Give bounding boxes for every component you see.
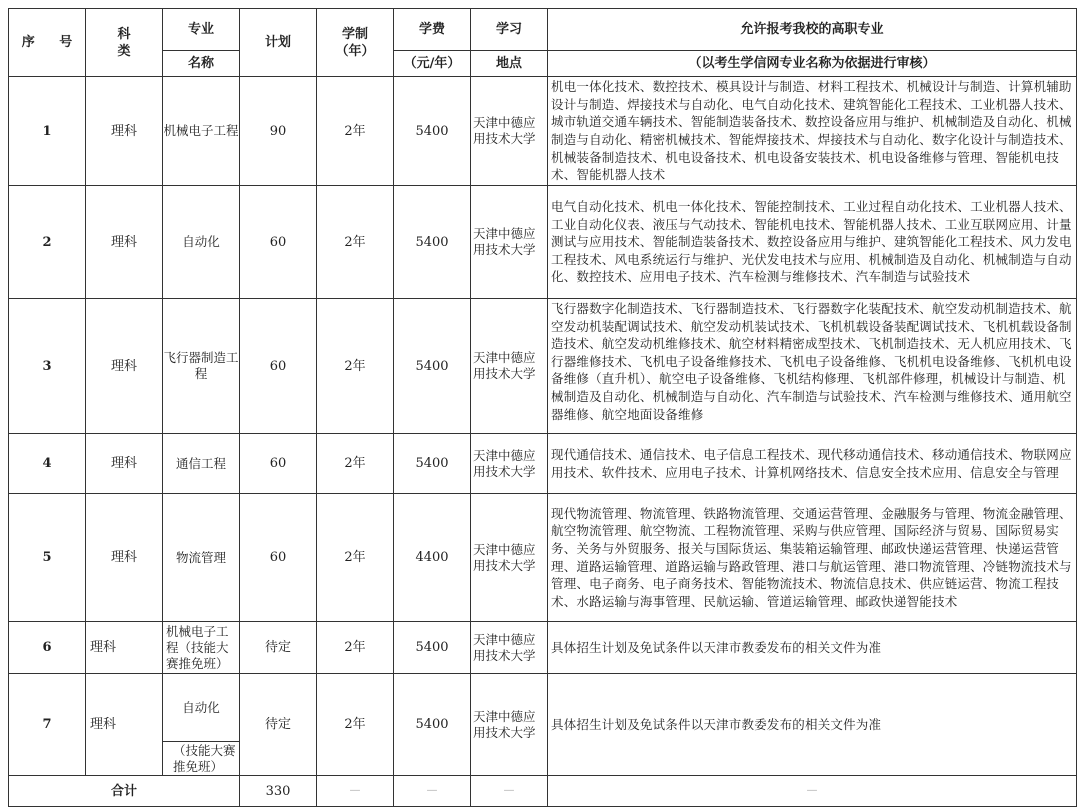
cell-location: 天津中德应用技术大学	[471, 622, 548, 674]
cell-seq: 5	[9, 494, 86, 622]
admission-table	[8, 8, 1077, 807]
cell-tuition: 5400	[394, 674, 471, 776]
total-plan: 330	[240, 776, 317, 807]
cell-seq: 7	[9, 674, 86, 776]
cell-allowed-majors: 现代物流管理、物流管理、铁路物流管理、交通运营管理、金融服务与管理、物流金融管理、航空物流管理、航空物流、工程物流管理、采购与供应管理、国际经济与贸易、国际贸易实务、关务与外贸服务、报关与国际货运、集装箱运输管理、邮政快递运营管理、快递运营管理、道路运输管理、道路运输与路政管理、港口与航运管理、港口物流管理、冷链物流技术与管理、电子商务、电子商务技术、智能物流技术、物流信息技术、供应链运营、物流工程技术、水路运输与海事管理、民航运输、管道运输管理、邮政快递智能技术	[548, 494, 1077, 622]
header-duration	[317, 9, 394, 77]
cell-duration: 2年	[317, 674, 394, 776]
total-location: －	[471, 776, 548, 807]
cell-location: 天津中德应用技术大学	[471, 674, 548, 776]
cell-category: 理科	[86, 77, 163, 186]
cell-seq: 6	[9, 622, 86, 674]
cell-allowed-majors: 现代通信技术、通信技术、电子信息工程技术、现代移动通信技术、移动通信技术、物联网应用技术、软件技术、应用电子技术、计算机网络技术、信息安全技术应用、信息安全与管理	[548, 434, 1077, 494]
header-tuition-top: 学费	[394, 9, 471, 51]
cell-tuition: 5400	[394, 186, 471, 299]
cell-plan: 待定	[240, 674, 317, 776]
header-major-bottom: 名称	[163, 51, 240, 77]
cell-location: 天津中德应用技术大学	[471, 434, 548, 494]
header-allowed-title: 允许报考我校的高职专业	[548, 9, 1077, 51]
cell-tuition: 5400	[394, 434, 471, 494]
cell-category: 理科	[86, 494, 163, 622]
cell-major: 飞行器制造工程	[163, 299, 240, 434]
header-tuition-bottom: （元/年）	[394, 51, 471, 77]
cell-duration: 2年	[317, 494, 394, 622]
cell-allowed-majors: 飞行器数字化制造技术、飞行器制造技术、飞行器数字化装配技术、航空发动机制造技术、航空发动机装配调试技术、航空发动机装试技术、飞机机载设备装配调试技术、飞机机载设备制造技术、航空发动机维修技术、航空材料精密成型技术、飞机制造技术、无人机应用技术、飞行器维修技术、飞机电子设备维修技术、飞机电子设备维修、飞机机电设备维修、飞机机电设备维修（直升机）、航空电子设备维修、飞机结构修理、飞机部件修理，机械设计与制造、机械制造及自动化、机械制造与自动化、汽车制造与试验技术、汽车检测与维修技术、通用航空器维修、航空地面设备维修	[548, 299, 1077, 434]
table-row	[9, 434, 1077, 494]
cell-major: 物流管理	[163, 494, 240, 622]
cell-plan: 待定	[240, 622, 317, 674]
cell-allowed-majors: 具体招生计划及免试条件以天津市教委发布的相关文件为准	[548, 674, 1077, 776]
header-major-top: 专业	[163, 9, 240, 51]
table-row	[9, 77, 1077, 186]
header-duration-bottom: （年）	[335, 43, 375, 59]
cell-allowed-majors: 机电一体化技术、数控技术、模具设计与制造、材料工程技术、机械设计与制造、计算机辅助设计与制造、焊接技术与自动化、电气自动化技术、建筑智能化工程技术、工业机器人技术、城市轨道交通车辆技术、智能制造装备技术、数控设备应用与维护、机械制造及自动化、机械制造与自动化、精密机械技术、智能焊接技术、焊接技术与自动化、数字化设计与制造技术、机械装备制造技术、机电设备技术、机电设备安装技术、机电设备维修与管理、智能机电技术、智能机器人技术	[548, 77, 1077, 186]
total-label: 合计	[9, 776, 240, 807]
header-category: 科 类	[86, 9, 163, 77]
cell-category: 理科	[86, 434, 163, 494]
cell-tuition: 4400	[394, 494, 471, 622]
cell-duration: 2年	[317, 434, 394, 494]
cell-plan: 60	[240, 494, 317, 622]
header-allowed-note: （以考生学信网专业名称为依据进行审核）	[548, 51, 1077, 77]
cell-tuition: 5400	[394, 299, 471, 434]
cell-location: 天津中德应用技术大学	[471, 494, 548, 622]
cell-major: 通信工程	[163, 434, 240, 494]
header-seq: 序 号	[9, 9, 86, 77]
total-allowed: －	[548, 776, 1077, 807]
cell-category: 理科	[86, 299, 163, 434]
header-location-bottom: 地点	[471, 51, 548, 77]
cell-seq: 3	[9, 299, 86, 434]
cell-major: 机械电子工程	[163, 77, 240, 186]
cell-seq: 1	[9, 77, 86, 186]
table-row	[9, 299, 1077, 434]
cell-tuition: 5400	[394, 77, 471, 186]
cell-duration: 2年	[317, 299, 394, 434]
cell-allowed-majors: 电气自动化技术、机电一体化技术、智能控制技术、工业过程自动化技术、工业机器人技术、工业自动化仪表、液压与气动技术、智能机电技术、智能机器人技术、工业互联网应用、计量测试与应用技术、智能制造装备技术、数控设备应用与维护、建筑智能化工程技术、风力发电工程技术、风电系统运行与维护、光伏发电技术与应用、机械制造及自动化、机械制造与自动化、数控技术、应用电子技术、汽车检测与维修技术、汽车制造与试验技术	[548, 186, 1077, 299]
total-duration: －	[317, 776, 394, 807]
cell-category: 理科	[86, 674, 163, 776]
cell-location: 天津中德应用技术大学	[471, 299, 548, 434]
cell-category: 理科	[86, 186, 163, 299]
cell-category: 理科	[86, 622, 163, 674]
cell-duration: 2年	[317, 186, 394, 299]
header-duration-top: 学制	[341, 26, 368, 42]
total-row	[9, 776, 1077, 807]
cell-tuition: 5400	[394, 622, 471, 674]
header-plan: 计划	[240, 9, 317, 77]
header-row-1	[9, 9, 1077, 51]
cell-duration: 2年	[317, 77, 394, 186]
table-row	[9, 186, 1077, 299]
cell-location: 天津中德应用技术大学	[471, 77, 548, 186]
cell-plan: 90	[240, 77, 317, 186]
cell-plan: 60	[240, 186, 317, 299]
cell-major: 机械电子工程（技能大赛推免班）	[163, 622, 240, 674]
header-location-top: 学习	[471, 9, 548, 51]
cell-plan: 60	[240, 434, 317, 494]
cell-major: 自动化	[163, 186, 240, 299]
total-tuition: －	[394, 776, 471, 807]
cell-major-note: （技能大赛推免班）	[163, 742, 240, 776]
table-row	[9, 674, 1077, 742]
cell-seq: 2	[9, 186, 86, 299]
cell-location: 天津中德应用技术大学	[471, 186, 548, 299]
cell-duration: 2年	[317, 622, 394, 674]
cell-seq: 4	[9, 434, 86, 494]
table-row	[9, 494, 1077, 622]
cell-allowed-majors: 具体招生计划及免试条件以天津市教委发布的相关文件为准	[548, 622, 1077, 674]
cell-plan: 60	[240, 299, 317, 434]
cell-major: 自动化	[163, 674, 240, 742]
header-row-2	[9, 51, 1077, 77]
table-row	[9, 622, 1077, 674]
